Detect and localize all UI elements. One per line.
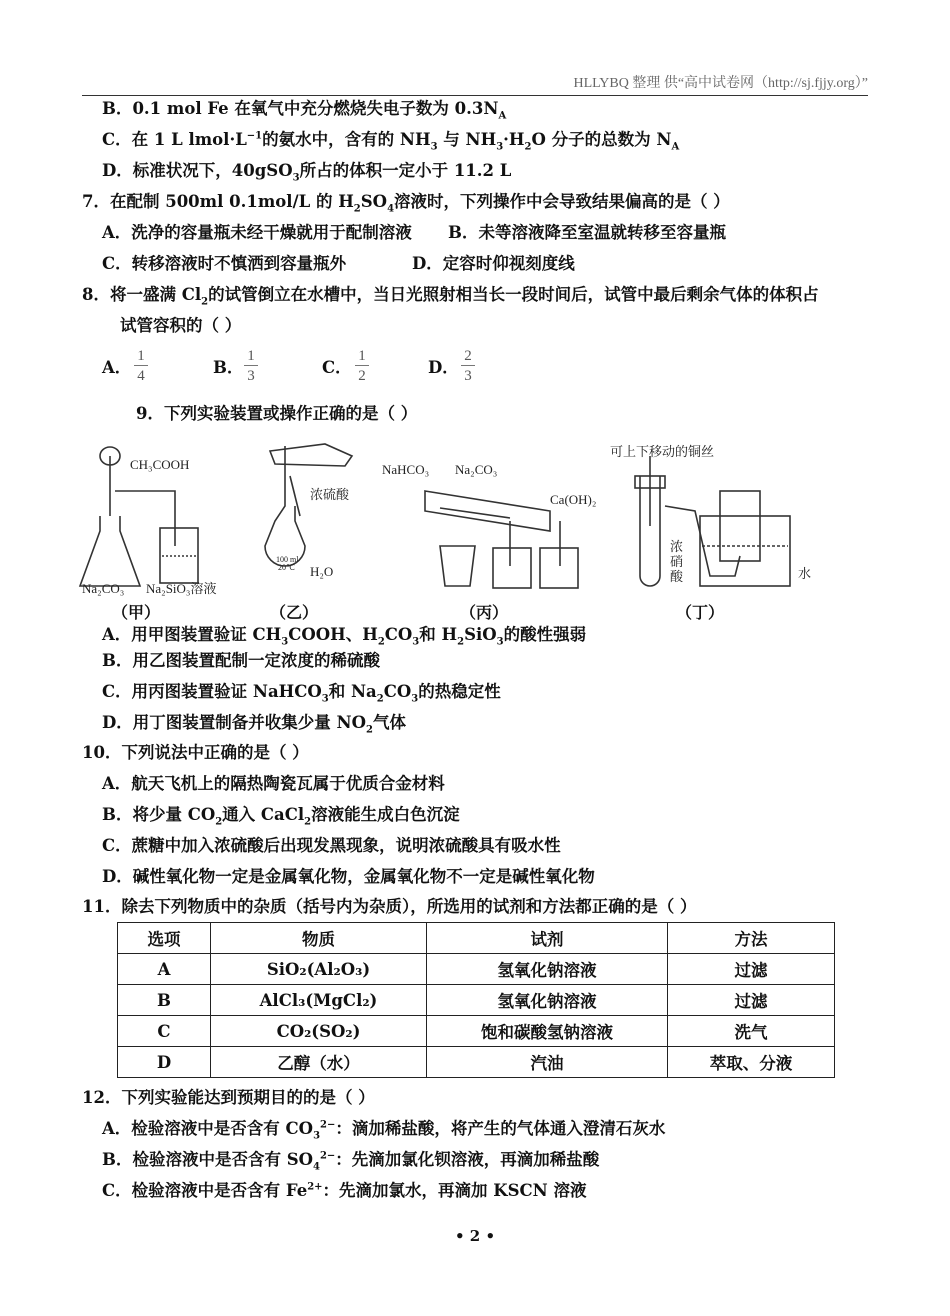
q6-option-b: B．0.1 mol Fe 在氧气中充分燃烧失电子数为 $0.3N_A$ (102, 99, 507, 122)
q9-option-a: A．用甲图装置验证 $CH_3COOH$、$H_2CO_3$和 $H_2SiO_3$的酸性强弱 (102, 625, 587, 648)
q11-table (117, 922, 835, 1078)
table-cell: 氢氧化钠溶液 (427, 985, 668, 1016)
q6-option-d: D．标准状况下，40gSO$_3$所占的体积一定小于 11.2 L (102, 161, 512, 184)
q12-option-c: C．检验溶液中是否含有 $Fe^{2+}$：先滴加氯水，再滴加 KSCN 溶液 (102, 1181, 587, 1200)
fig-caption-jia: （甲） (112, 603, 161, 622)
q8-option-b: B． (213, 358, 244, 377)
q10-stem: 10．下列说法中正确的是（ ） (82, 743, 309, 762)
table-row (118, 985, 835, 1016)
q9-option-c: C．用丙图装置验证 NaHCO$_3$和 $Na_2CO_3$的热稳定性 (102, 682, 501, 705)
page-header: HLLYBQ 整理 供“高中试卷网（http://sj.fjjy.org）” (573, 76, 868, 91)
table-cell: 萃取、分液 (668, 1047, 835, 1078)
q9-option-b: B．用乙图装置配制一定浓度的稀硫酸 (102, 651, 380, 670)
table-cell: B (118, 985, 211, 1016)
table-cell: A (118, 954, 211, 985)
fig-ding-label-1: 浓 (670, 539, 684, 554)
q12-option-b: B．检验溶液中是否含有 $SO_4^{2-}$：先滴加氯化钡溶液，再滴加稀盐酸 (102, 1150, 600, 1173)
q8-option-d: D． (428, 358, 459, 377)
table-header-cell: 试剂 (427, 923, 668, 954)
fig-bing-label-bicarbonate: NaHCO₃ (382, 462, 430, 477)
table-row (118, 954, 835, 985)
q8-stem: 8．将一盛满 $Cl_2$的试管倒立在水槽中，当日光照射相当长一段时间后，试管中最后剩余气体的体积占 (82, 285, 819, 308)
q9-apparatus-figure (80, 436, 820, 626)
fig-caption-yi: （乙） (270, 603, 319, 622)
q6-option-c: C．在 1 L $lmol\cdot L^{-1}$的氨水中，含有的 $NH_3$ 与 $NH_3\cdot H_2O$ 分子的总数为 $N_A$ (102, 130, 680, 153)
q8-fraction-c: $\frac{1}{2}$ (355, 347, 369, 386)
fig-yi-label-temp: 20℃ (278, 563, 295, 572)
q8-fraction-b: $\frac{1}{3}$ (244, 347, 258, 386)
fig-yi-label-water: H₂O (310, 564, 334, 579)
q12-option-a: A．检验溶液中是否含有 $CO_3^{2-}$：滴加稀盐酸，将产生的气体通入澄清石灰水 (102, 1119, 666, 1142)
fig-ding-label-wire: 可上下移动的铜丝 (610, 444, 715, 459)
table-row (118, 1016, 835, 1047)
table-header-cell: 方法 (668, 923, 835, 954)
table-cell: CO₂(SO₂) (211, 1016, 427, 1047)
fig-caption-bing: （丙） (460, 603, 509, 622)
q11-stem: 11．除去下列物质中的杂质（括号内为杂质），所选用的试剂和方法都正确的是（ ） (82, 897, 697, 916)
fig-bing-label-carbonate: Na₂CO₃ (455, 462, 498, 477)
header-rule (82, 95, 868, 96)
q12-stem: 12．下列实验能达到预期目的的是（ ） (82, 1088, 375, 1107)
page-number: • 2 • (454, 1227, 496, 1245)
table-cell: D (118, 1047, 211, 1078)
q10-option-d: D．碱性氧化物一定是金属氧化物，金属氧化物不一定是碱性氧化物 (102, 867, 595, 886)
table-cell: SiO₂(Al₂O₃) (211, 954, 427, 985)
fig-ding-label-2: 硝 (670, 554, 684, 569)
q7-option-c: C．转移溶液时不慎洒到容量瓶外 (102, 254, 347, 273)
table-cell: C (118, 1016, 211, 1047)
q9-option-d: D．用丁图装置制备并收集少量 $NO_2$气体 (102, 713, 406, 736)
fig-yi-label-volume: 100 ml (276, 555, 299, 564)
q7-option-d: D．定容时仰视刻度线 (412, 254, 575, 273)
fig-jia-label-silicate: Na₂SiO₃溶液 (146, 581, 217, 596)
fig-jia-label-carbonate: Na₂CO₃ (82, 581, 125, 596)
q10-option-a: A．航天飞机上的隔热陶瓷瓦属于优质合金材料 (102, 774, 445, 793)
table-header-cell: 物质 (211, 923, 427, 954)
fig-bing-label-limewater: Ca(OH)₂ (550, 492, 597, 507)
table-header-row (118, 923, 835, 954)
q8-option-a: A． (102, 358, 132, 377)
table-cell: 汽油 (427, 1047, 668, 1078)
q7-stem: 7．在配制 500ml 0.1mol/L 的 $H_2SO_4$溶液时，下列操作中会导致结果偏高的是（ ） (82, 192, 730, 215)
q10-option-c: C．蔗糖中加入浓硫酸后出现发黑现象，说明浓硫酸具有吸水性 (102, 836, 561, 855)
table-cell: 洗气 (668, 1016, 835, 1047)
table-cell: 氢氧化钠溶液 (427, 954, 668, 985)
fig-ding-label-3: 酸 (670, 569, 684, 584)
q8-option-c: C． (322, 358, 352, 377)
table-cell: 乙醇（水） (211, 1047, 427, 1078)
q7-option-b: B．未等溶液降至室温就转移至容量瓶 (448, 223, 726, 242)
fig-caption-ding: （丁） (676, 603, 725, 622)
fig-yi-label-acid: 浓硫酸 (310, 487, 350, 502)
q7-option-a: A．洗净的容量瓶未经干燥就用于配制溶液 (102, 223, 412, 242)
table-cell: 过滤 (668, 985, 835, 1016)
fig-jia-label-acid: CH₃COOH (130, 457, 190, 472)
table-cell: 过滤 (668, 954, 835, 985)
q10-option-b: B．将少量 $CO_2$通入 CaCl$_2$溶液能生成白色沉淀 (102, 805, 460, 828)
table-cell: AlCl₃(MgCl₂) (211, 985, 427, 1016)
q8-fraction-a: $\frac{1}{4}$ (134, 347, 148, 386)
table-header-cell: 选项 (118, 923, 211, 954)
table-row (118, 1047, 835, 1078)
q8-stem-line2: 试管容积的（ ） (120, 316, 242, 335)
q8-fraction-d: $\frac{2}{3}$ (461, 347, 475, 386)
q9-stem: 9．下列实验装置或操作正确的是（ ） (136, 404, 418, 423)
fig-ding-label-water: 水 (798, 566, 812, 581)
table-cell: 饱和碳酸氢钠溶液 (427, 1016, 668, 1047)
